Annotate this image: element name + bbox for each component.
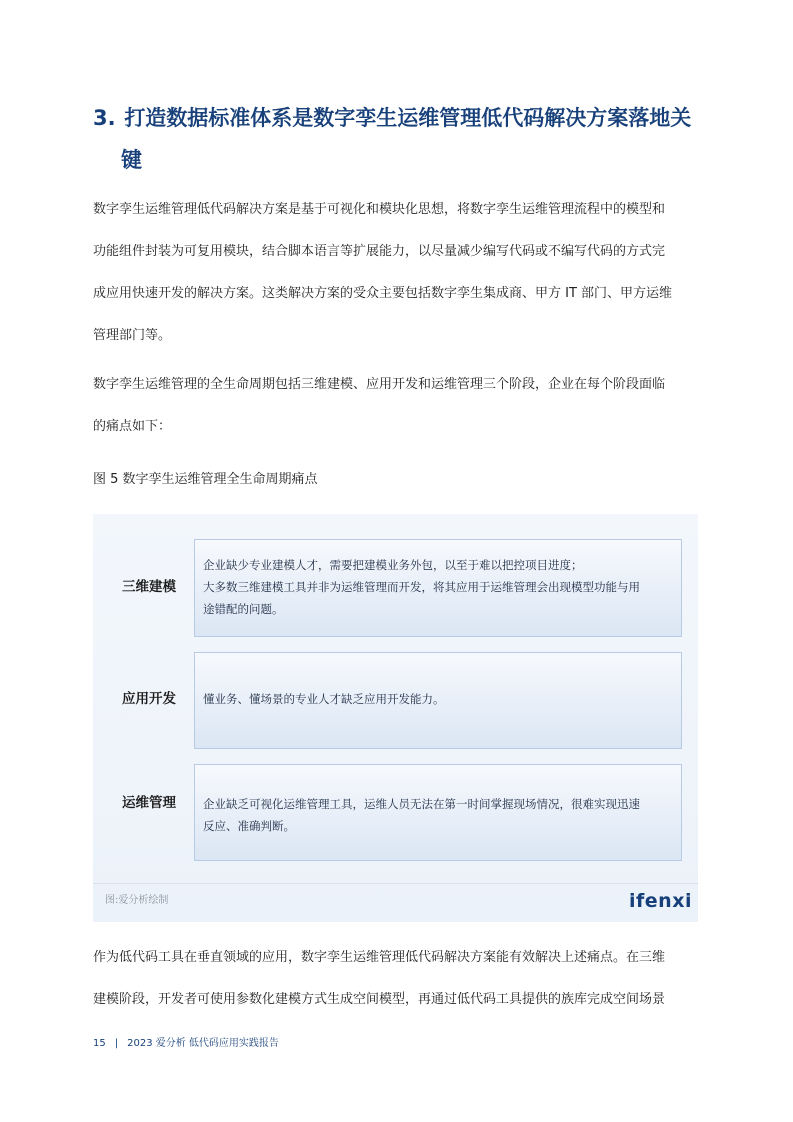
row-label-modeling: 三维建模 — [122, 579, 176, 595]
figure-source: 图:爱分析绘制 — [105, 895, 169, 906]
paragraph-line: 的痛点如下： — [93, 419, 172, 434]
heading-text: 打造数据标准体系是数字孪生运维管理低代码解决方案落地关 — [124, 106, 692, 130]
paragraph-line: 作为低代码工具在垂直领域的应用，数字孪生运维管理低代码解决方案能有效解决上述痛点。在三维 — [93, 950, 666, 965]
paragraph-line: 功能组件封装为可复用模块，结合脚本语言等扩展能力，以尽量减少编写代码或不编写代码的方式完 — [93, 244, 666, 259]
row-text-line: 企业缺少专业建模人才，需要把建模业务外包，以至于难以把控项目进度； — [203, 558, 583, 572]
row-text-line: 懂业务、懂场景的专业人才缺乏应用开发能力。 — [203, 692, 445, 706]
row-text-line: 企业缺乏可视化运维管理工具，运维人员无法在第一时间掌握现场情况，很难实现迅速 — [203, 797, 640, 811]
page-number: 15 — [93, 1038, 106, 1049]
heading-number: 3. — [93, 106, 116, 130]
page-footer — [93, 1036, 279, 1052]
paragraph-intro — [93, 189, 703, 357]
row-label-operations: 运维管理 — [122, 795, 176, 811]
section-heading — [93, 97, 703, 181]
row-text-line: 大多数三维建模工具并非为运维管理而开发，将其应用于运维管理会出现模型功能与用 — [203, 580, 640, 594]
ifenxi-logo — [629, 887, 692, 915]
figure-caption: 图 5 数字孪生运维管理全生命周期痛点 — [93, 472, 318, 487]
paragraph-line: 数字孪生运维管理低代码解决方案是基于可视化和模块化思想，将数字孪生运维管理流程中的模型和 — [93, 202, 666, 217]
row-box-development — [194, 652, 682, 749]
row-box-operations — [194, 764, 682, 861]
logo-text: ifenxi — [629, 890, 692, 912]
paragraph-solution — [93, 937, 703, 1021]
heading-line-2: 键 — [121, 148, 142, 172]
paragraph-lifecycle — [93, 364, 703, 448]
report-title: 2023 爱分析 低代码应用实践报告 — [127, 1038, 279, 1049]
row-text-line: 反应、准确判断。 — [203, 819, 295, 833]
figure-divider — [93, 883, 698, 884]
heading-line-1 — [93, 97, 703, 139]
paragraph-line: 数字孪生运维管理的全生命周期包括三维建模、应用开发和运维管理三个阶段，企业在每个阶段面临 — [93, 377, 666, 392]
row-text-line: 途错配的问题。 — [203, 602, 284, 616]
pain-points-figure — [93, 514, 698, 922]
paragraph-line: 建模阶段，开发者可使用参数化建模方式生成空间模型，再通过低代码工具提供的族库完成空间场景 — [93, 992, 666, 1007]
footer-separator: | — [114, 1038, 119, 1049]
row-box-modeling — [194, 539, 682, 637]
paragraph-line: 管理部门等。 — [93, 328, 172, 343]
paragraph-line: 成应用快速开发的解决方案。这类解决方案的受众主要包括数字孪生集成商、甲方 IT 部门、甲方运维 — [93, 286, 673, 301]
row-label-development: 应用开发 — [122, 691, 176, 707]
